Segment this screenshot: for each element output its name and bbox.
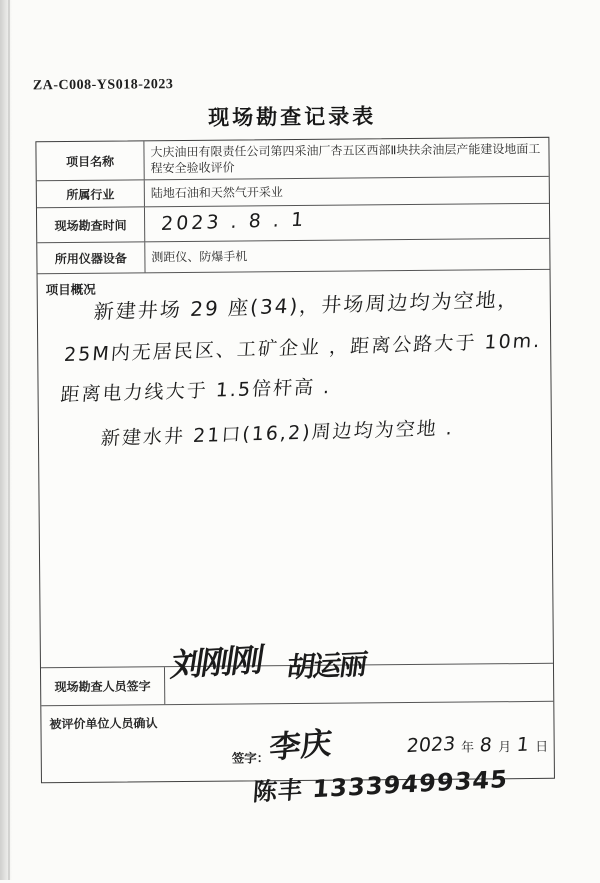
surveyor-signature-1: 刘刚刚 xyxy=(168,640,266,685)
surveyor-signature-2: 胡运丽 xyxy=(284,647,368,685)
survey-record-table xyxy=(35,137,555,783)
project-name-value: 大庆油田有限责任公司第四采油厂杏五区西部Ⅱ块扶余油层产能建设地面工程安全验收评价 xyxy=(150,141,541,176)
date-day-handwritten: 1 xyxy=(516,733,531,757)
surveyor-signatures xyxy=(168,640,368,685)
project-name-label: 项目名称 xyxy=(36,141,144,180)
confirmation-signature: 李庆 xyxy=(268,725,333,767)
overview-handwritten-line-2: 25M内无居民区、工矿企业 ，距离公路大于 10m. xyxy=(63,329,543,367)
row-surveyor-signature xyxy=(41,640,553,706)
row-overview xyxy=(38,270,553,668)
document-code: ZA-C008-YS018-2023 xyxy=(32,77,174,94)
sign-prefix-label: 签字： xyxy=(231,751,270,766)
date-month-handwritten: 8 xyxy=(478,733,494,757)
equipment-value: 测距仪、防爆手机 xyxy=(151,249,248,265)
survey-time-label: 现场勘查时间 xyxy=(37,207,145,242)
row-survey-time xyxy=(37,204,549,243)
overview-label: 项目概况 xyxy=(45,282,96,298)
handwritten-contact-note: 陈丰 13339499345 xyxy=(251,765,509,807)
surveyor-signature-label: 现场勘查人员签字 xyxy=(41,667,165,705)
industry-label: 所属行业 xyxy=(37,180,145,207)
date-day-char: 日 xyxy=(535,738,549,754)
overview-handwritten-line-4: 新建水井 21口(16,2)周边均为空地 . xyxy=(100,417,455,450)
date-year-char: 年 xyxy=(460,739,475,755)
survey-time-handwritten-value: 2023 . 8 . 1 xyxy=(160,208,307,235)
row-equipment xyxy=(37,239,549,274)
overview-handwritten-line-3: 距离电力线大于 1.5倍杆高 . xyxy=(59,376,333,407)
industry-value: 陆地石油和天然气开采业 xyxy=(150,185,283,201)
row-project-name xyxy=(36,138,548,181)
equipment-label: 所用仪器设备 xyxy=(37,242,145,273)
date-month-char: 月 xyxy=(498,739,512,755)
date-year-handwritten: 2023 xyxy=(405,732,457,758)
confirmation-label: 被评价单位人员确认 xyxy=(49,716,158,732)
form-title: 现场勘查记录表 xyxy=(208,104,377,130)
confirmation-date xyxy=(404,734,552,757)
overview-handwritten-line-1: 新建井场 29 座(34)，井场周边均为空地， xyxy=(92,287,521,324)
